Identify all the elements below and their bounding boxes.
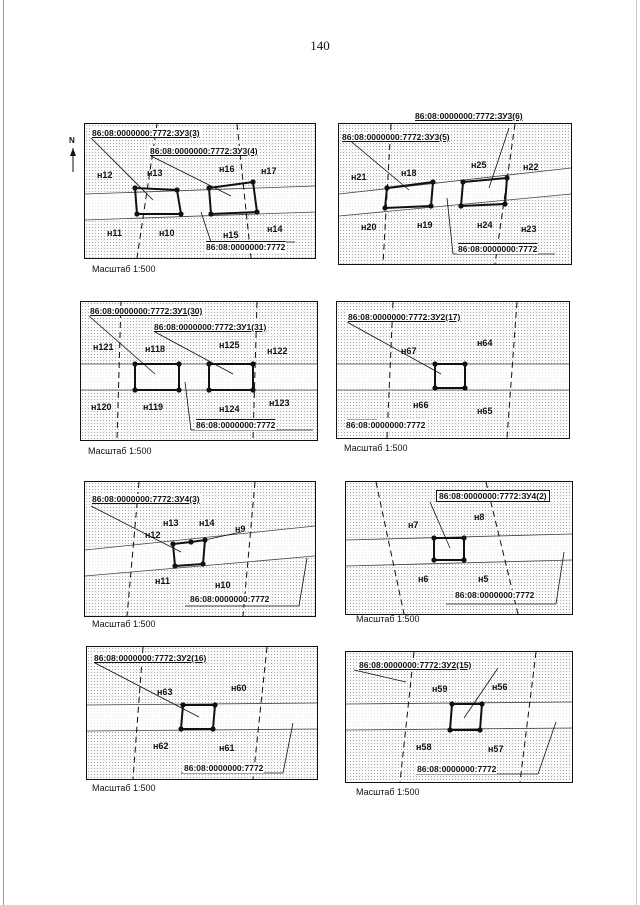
page-edge-right (636, 0, 637, 905)
point-label: н24 (477, 220, 493, 230)
parcel-label: 86:08:0000000:7772 (184, 763, 264, 773)
point-label: н66 (413, 400, 429, 410)
point-label: н56 (492, 682, 508, 692)
point-label: н11 (107, 228, 122, 238)
north-arrow-label: N (69, 136, 75, 145)
point-label: н63 (157, 687, 173, 697)
parcel-label: 86:08:0000000:7772 (346, 420, 426, 430)
point-label: н12 (97, 170, 113, 180)
point-label: н7 (408, 520, 419, 530)
point-label: н122 (267, 346, 288, 356)
parcel-label: 86:08:0000000:7772 (196, 420, 276, 430)
parcel-label: 86:08:0000000:7772 (417, 764, 497, 774)
page-edge-left (3, 0, 4, 905)
parcel-label: 86:08:0000000:7772:ЗУ3(6) (415, 111, 523, 121)
point-label: н61 (219, 743, 235, 753)
point-label: н121 (93, 342, 114, 352)
scale-label: Масштаб 1:500 (92, 264, 156, 274)
parcel-label: 86:08:0000000:7772:ЗУ2(17) (348, 312, 461, 322)
point-label: н13 (163, 518, 179, 528)
point-label: н65 (477, 406, 493, 416)
scale-label: Масштаб 1:500 (88, 446, 152, 456)
point-label: н8 (474, 512, 485, 522)
point-label: н58 (416, 742, 432, 752)
point-label: н67 (401, 346, 417, 356)
point-label: н15 (223, 230, 239, 240)
point-label: н25 (471, 160, 487, 170)
parcel-label: 86:08:0000000:7772:ЗУ4(2) (436, 490, 550, 502)
scheme-zu3-3-4 (84, 123, 316, 259)
north-arrow-icon (68, 136, 78, 174)
parcel-label: 86:08:0000000:7772 (190, 594, 270, 604)
point-label: н6 (418, 574, 429, 584)
point-label: н5 (478, 574, 489, 584)
point-label: н11 (155, 576, 170, 586)
point-label: н17 (261, 166, 277, 176)
scheme-zu4-3 (84, 481, 316, 617)
scheme-zu2-15 (345, 651, 573, 783)
page-number: 140 (310, 38, 330, 53)
scheme-zu2-17 (336, 301, 570, 439)
parcel-label: 86:08:0000000:7772:ЗУ4(3) (92, 494, 200, 504)
parcel-label: 86:08:0000000:7772 (206, 242, 286, 252)
scheme-zu3-5-6 (338, 123, 572, 265)
point-label: н62 (153, 741, 169, 751)
point-label: н14 (199, 518, 215, 528)
parcel-label: 86:08:0000000:7772:ЗУ3(5) (342, 132, 450, 142)
scale-label: Масштаб 1:500 (344, 443, 408, 453)
point-label: н19 (417, 220, 433, 230)
point-label: н14 (267, 224, 283, 234)
parcel-label: 86:08:0000000:7772:ЗУ3(4) (150, 146, 258, 156)
point-label: н23 (521, 224, 537, 234)
scheme-zu4-2 (345, 481, 573, 615)
point-label: н22 (523, 162, 539, 172)
point-label: н60 (231, 683, 247, 693)
point-label: н119 (143, 402, 163, 412)
point-label: н57 (488, 744, 504, 754)
point-label: н125 (219, 340, 240, 350)
parcel-label: 86:08:0000000:7772:ЗУ1(30) (90, 306, 203, 316)
point-label: н118 (145, 344, 165, 354)
parcel-label: 86:08:0000000:7772 (458, 244, 538, 254)
point-label: н21 (351, 172, 367, 182)
scale-label: Масштаб 1:500 (92, 619, 156, 629)
parcel-label: 86:08:0000000:7772:ЗУ2(15) (359, 660, 472, 670)
scheme-zu2-16 (86, 646, 318, 780)
parcel-label: 86:08:0000000:7772:ЗУ3(3) (92, 128, 200, 138)
parcel-label: 86:08:0000000:7772:ЗУ2(16) (94, 653, 207, 663)
point-label: н20 (361, 222, 377, 232)
parcel-label: 86:08:0000000:7772 (455, 590, 535, 600)
point-label: н16 (219, 164, 235, 174)
point-label: н9 (235, 524, 246, 534)
parcel-label: 86:08:0000000:7772:ЗУ1(31) (154, 322, 267, 332)
point-label: н13 (147, 168, 163, 178)
point-label: н123 (269, 398, 290, 408)
point-label: н18 (401, 168, 417, 178)
point-label: н12 (145, 530, 161, 540)
point-label: н59 (432, 684, 448, 694)
scheme-zu1-30-31 (80, 301, 318, 441)
point-label: н64 (477, 338, 493, 348)
scale-label: Масштаб 1:500 (92, 783, 156, 793)
point-label: н10 (215, 580, 231, 590)
scale-label: Масштаб 1:500 (356, 614, 420, 624)
point-label: н10 (159, 228, 175, 238)
point-label: н120 (91, 402, 112, 412)
scale-label: Масштаб 1:500 (356, 787, 420, 797)
point-label: н124 (219, 404, 240, 414)
